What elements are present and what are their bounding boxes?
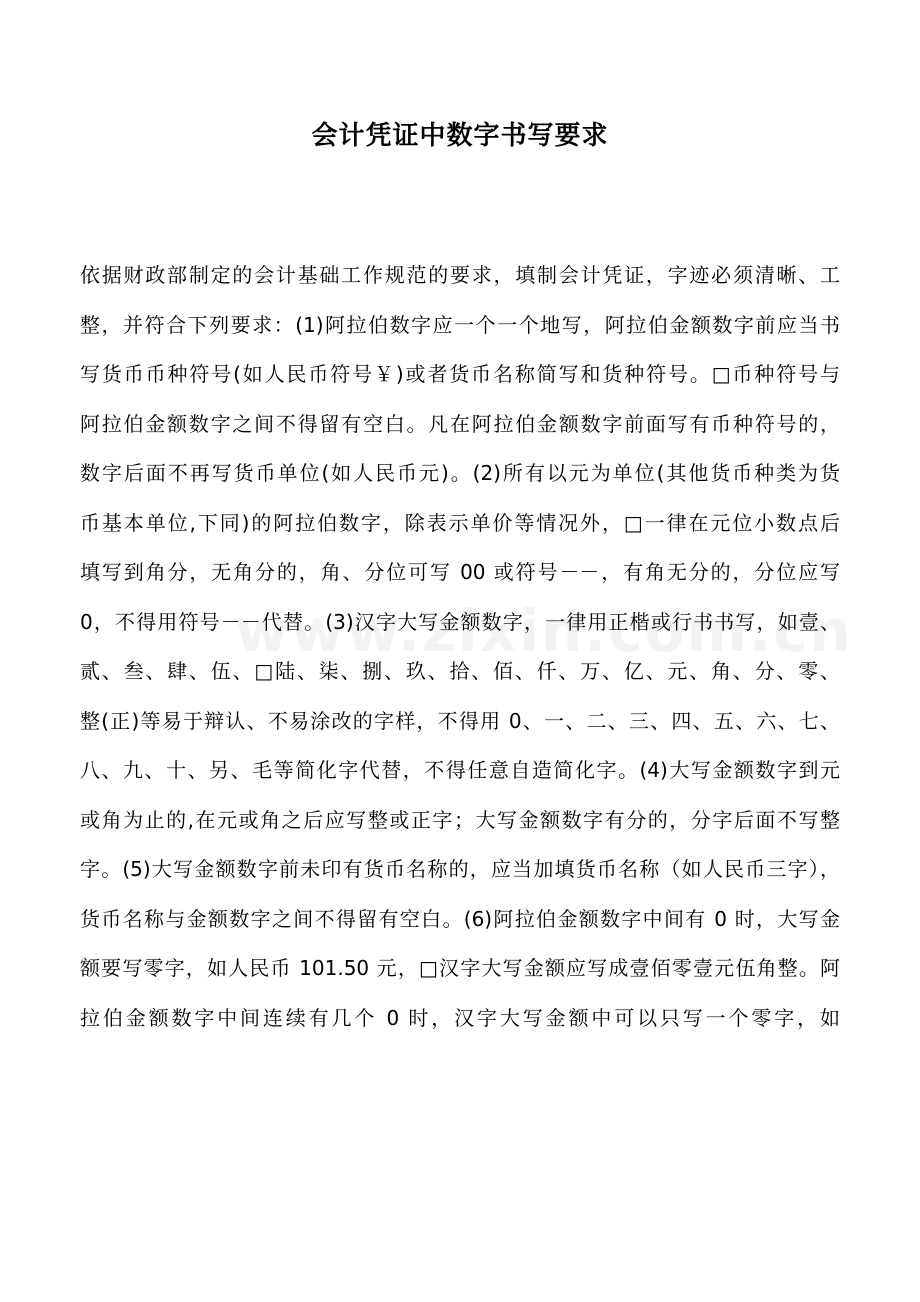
body-line: 拉伯金额数字中间连续有几个 0 时，汉字大写金额中可以只写一个零字，如: [80, 1005, 840, 1030]
body-line: 阿拉伯金额数字之间不得留有空白。凡在阿拉伯金额数字前面写有币种符号的，: [80, 411, 840, 436]
body-line: 依据财政部制定的会计基础工作规范的要求，填制会计凭证，字迹必须清晰、工: [80, 263, 840, 287]
body-line: 或角为止的,在元或角之后应写整或正字；大写金额数字有分的，分字后面不写整: [80, 807, 840, 832]
body-line: 整(正)等易于辩认、不易涂改的字样，不得用 0、一、二、三、四、五、六、七、: [80, 708, 840, 733]
body-line: 额要写零字，如人民币 101.50 元，□汉字大写金额应写成壹佰零壹元伍角整。阿: [80, 956, 840, 980]
body-line: 币基本单位,下同)的阿拉伯数字，除表示单价等情况外，□一律在元位小数点后: [80, 510, 840, 535]
document-title: 会计凭证中数字书写要求: [311, 121, 609, 151]
body-line: 填写到角分，无角分的，角、分位可写 00 或符号－－，有角无分的，分位应写: [80, 560, 840, 584]
body-line: 整，并符合下列要求：(1)阿拉伯数字应一个一个地写，阿拉伯金额数字前应当书: [80, 312, 840, 337]
body-line: 写货币币种符号(如人民币符号￥)或者货币名称简写和货种符号。□币种符号与: [80, 362, 840, 386]
document-body: [80, 251, 840, 1043]
body-line: 字。(5)大写金额数字前未印有货币名称的，应当加填货币名称（如人民币三字），: [80, 857, 840, 881]
body-line: 0，不得用符号－－代替。(3)汉字大写金额数字，一律用正楷或行书书写，如壹、: [80, 609, 840, 634]
body-line: 数字后面不再写货币单位(如人民币元)。(2)所有以元为单位(其他货币种类为货: [80, 461, 840, 485]
body-line: 八、九、十、另、毛等简化字代替，不得任意自造简化字。(4)大写金额数字到元: [80, 758, 840, 782]
body-line: 贰、叁、肆、伍、□陆、柒、捌、玖、拾、佰、仟、万、亿、元、角、分、零、: [80, 659, 840, 683]
body-line: 货币名称与金额数字之间不得留有空白。(6)阿拉伯金额数字中间有 0 时，大写金: [80, 906, 840, 931]
